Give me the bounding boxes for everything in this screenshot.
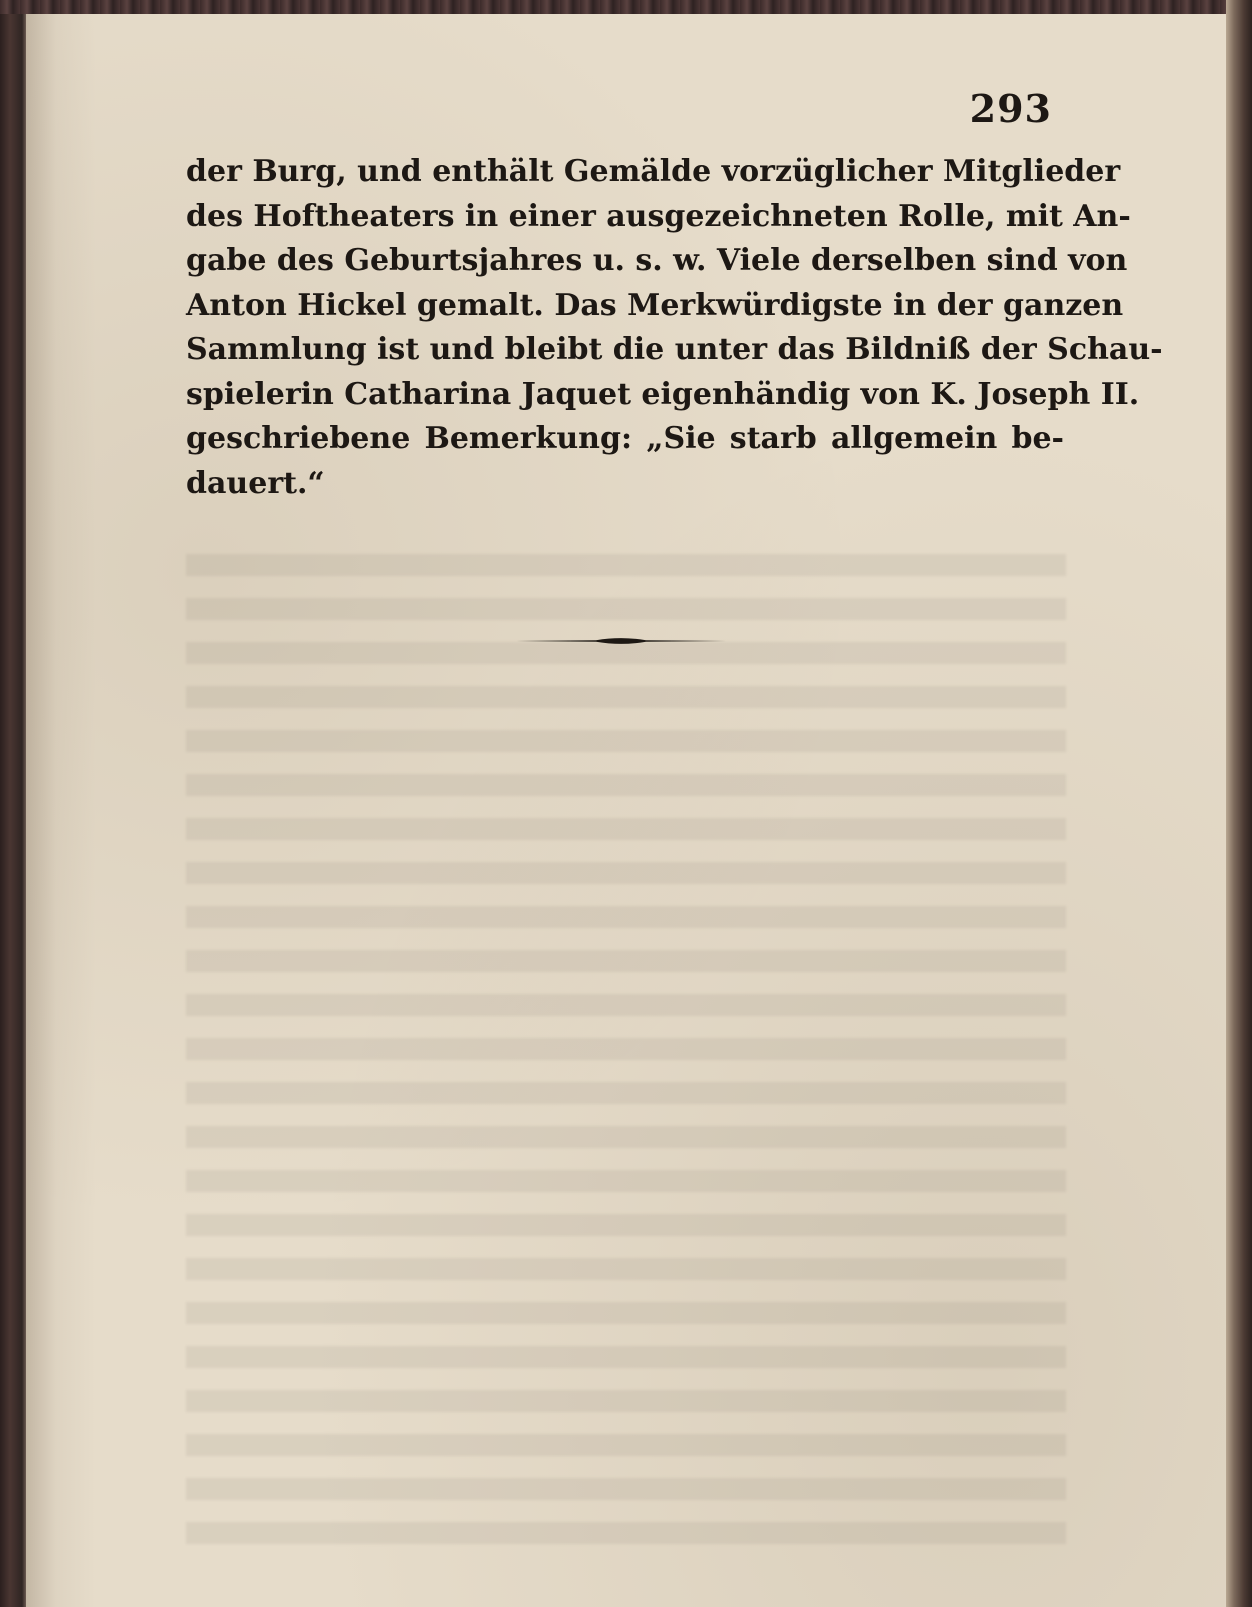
text-line: Anton Hickel gemalt. Das Merkwürdigste in der ganzen: [186, 287, 1124, 323]
book-page: [26, 14, 1226, 1607]
text-line: gabe des Geburtsjahres u. s. w. Viele derselben sind von: [186, 243, 1128, 278]
book-top-edge: [0, 0, 1252, 14]
text-line: des Hoftheaters in einer ausgezeichneten Rolle, mit An-: [186, 198, 1131, 234]
body-text: [186, 150, 1163, 506]
text-line: dauert.“: [186, 465, 325, 501]
text-line: Sammlung ist und bleibt die unter das Bildniß der Schau-: [186, 332, 1163, 367]
page-number: 293: [969, 86, 1052, 131]
text-line: der Burg, und enthält Gemälde vorzüglicher Mitglieder: [186, 154, 1121, 189]
ornamental-divider: [516, 634, 726, 648]
bleed-through-text: [186, 554, 1066, 1554]
text-line: spielerin Catharina Jaquet eigenhändig von K. Joseph II.: [186, 376, 1140, 412]
book-fore-edge: [1226, 0, 1252, 1607]
text-line: geschriebene Bemerkung: „Sie starb allgemein be-: [186, 421, 1064, 456]
